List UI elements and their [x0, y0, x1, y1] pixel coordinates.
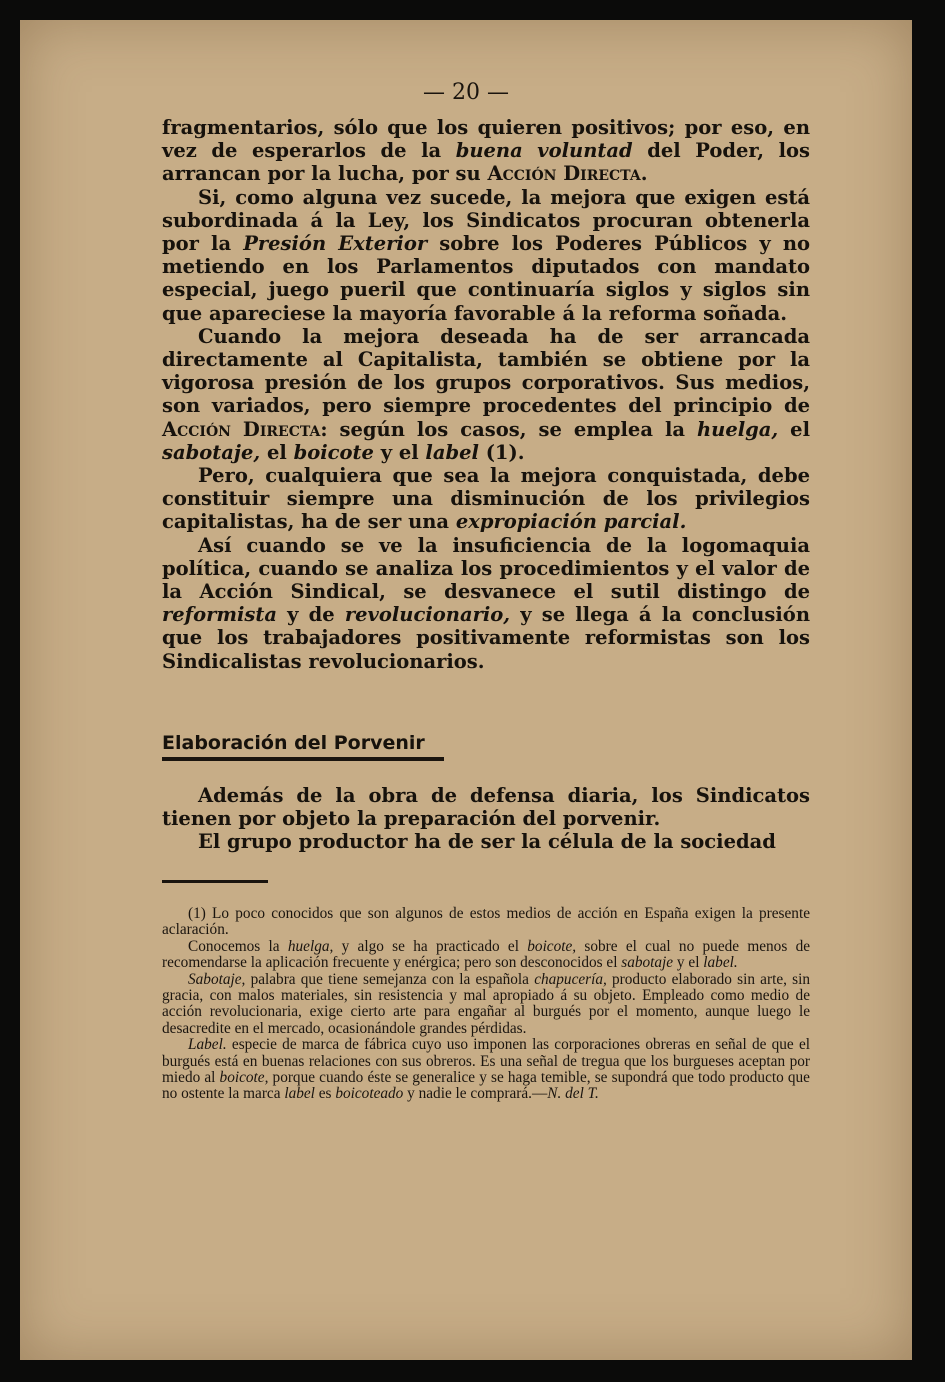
footnote-rule: [162, 880, 268, 883]
footnote-2: Conocemos la huelga, y algo se ha practicado el boicote, sobre el cual no puede menos de recomendarse la aplicación frecuente y enérgica; pero son desconocidos el sabotaje y el label.: [162, 937, 811, 972]
footnote-4: Label. especie de marca de fábrica cuyo uso imponen las corporaciones obreras en señal de que el burgués está en buenas relaciones con sus obreros. Es una señal de tregua que los burgueses aceptan por miedo al boicote, porque cuando éste se generalice y se haga temible, se supondrá que todo producto que no ostente la marca label es boicoteado y nadie le comprará.—N. del T.: [162, 1036, 810, 1103]
paragraph-5: Así cuando se ve la insuficiencia de la logomaquia política, cuando se analiza los procedimientos y el valor de la Acción Sindical, se desvanece el sutil distingo de reformista y de revolucionario, y se llega á la conclusión que los trabajadores positivamente reformistas son los Sindicalistas revolucionarios.: [162, 533, 810, 673]
heading-underline: [162, 757, 444, 761]
footnotes: [162, 906, 810, 1103]
section-paragraph-2: El grupo productor ha de ser la célula de la sociedad: [198, 830, 776, 854]
page-number: — 20 —: [423, 80, 509, 105]
main-text: [162, 116, 810, 673]
paragraph-3: Cuando la mejora deseada ha de ser arrancada directamente al Capitalista, también se obtiene por la vigorosa presión de los grupos corporativos. Sus medios, son variados, pero siempre procedentes del principio de Acción Directa: según los casos, se emplea la huelga, el sabotaje, el boicote y el label (1).: [162, 324, 810, 464]
paragraph-2: Si, como alguna vez sucede, la mejora que exigen está subordinada á la Ley, los Sindicatos procuran obtenerla por la Presión Exterior sobre los Poderes Públicos y no metiendo en los Parlamentos diputados con mandato especial, juego pueril que continuaría siglos y siglos sin que apareciese la mayoría favorable á la reforma soñada.: [162, 185, 811, 325]
section-paragraph-1: Además de la obra de defensa diaria, los Sindicatos tienen por objeto la preparación del porvenir.: [162, 784, 810, 831]
footnote-3: Sabotaje, palabra que tiene semejanza con la española chapucería, producto elaborado sin arte, sin gracia, con malos materiales, sin resistencia y mal apropiado á su objeto. Empleado como medio de acción revolucionaria, exige cierto arte para engañar al burgués por el momento, aunque luego le desacredite en el mercado, ocasionándole grandes pérdidas.: [162, 970, 810, 1037]
book-page: [20, 20, 912, 1360]
paragraph-1: fragmentarios, sólo que los quieren positivos; por eso, en vez de esperarlos de la buena voluntad del Poder, los arrancan por la lucha, por su Acción Directa.: [162, 116, 810, 186]
section-text: [162, 784, 810, 854]
paragraph-4: Pero, cualquiera que sea la mejora conquistada, debe constituir siempre una disminución de los privilegios capitalistas, ha de ser una expropiación parcial.: [162, 464, 810, 534]
section-heading: Elaboración del Porvenir: [162, 732, 425, 754]
footnote-1: (1) Lo poco conocidos que son algunos de estos medios de acción en España exigen la presente aclaración.: [162, 905, 810, 939]
